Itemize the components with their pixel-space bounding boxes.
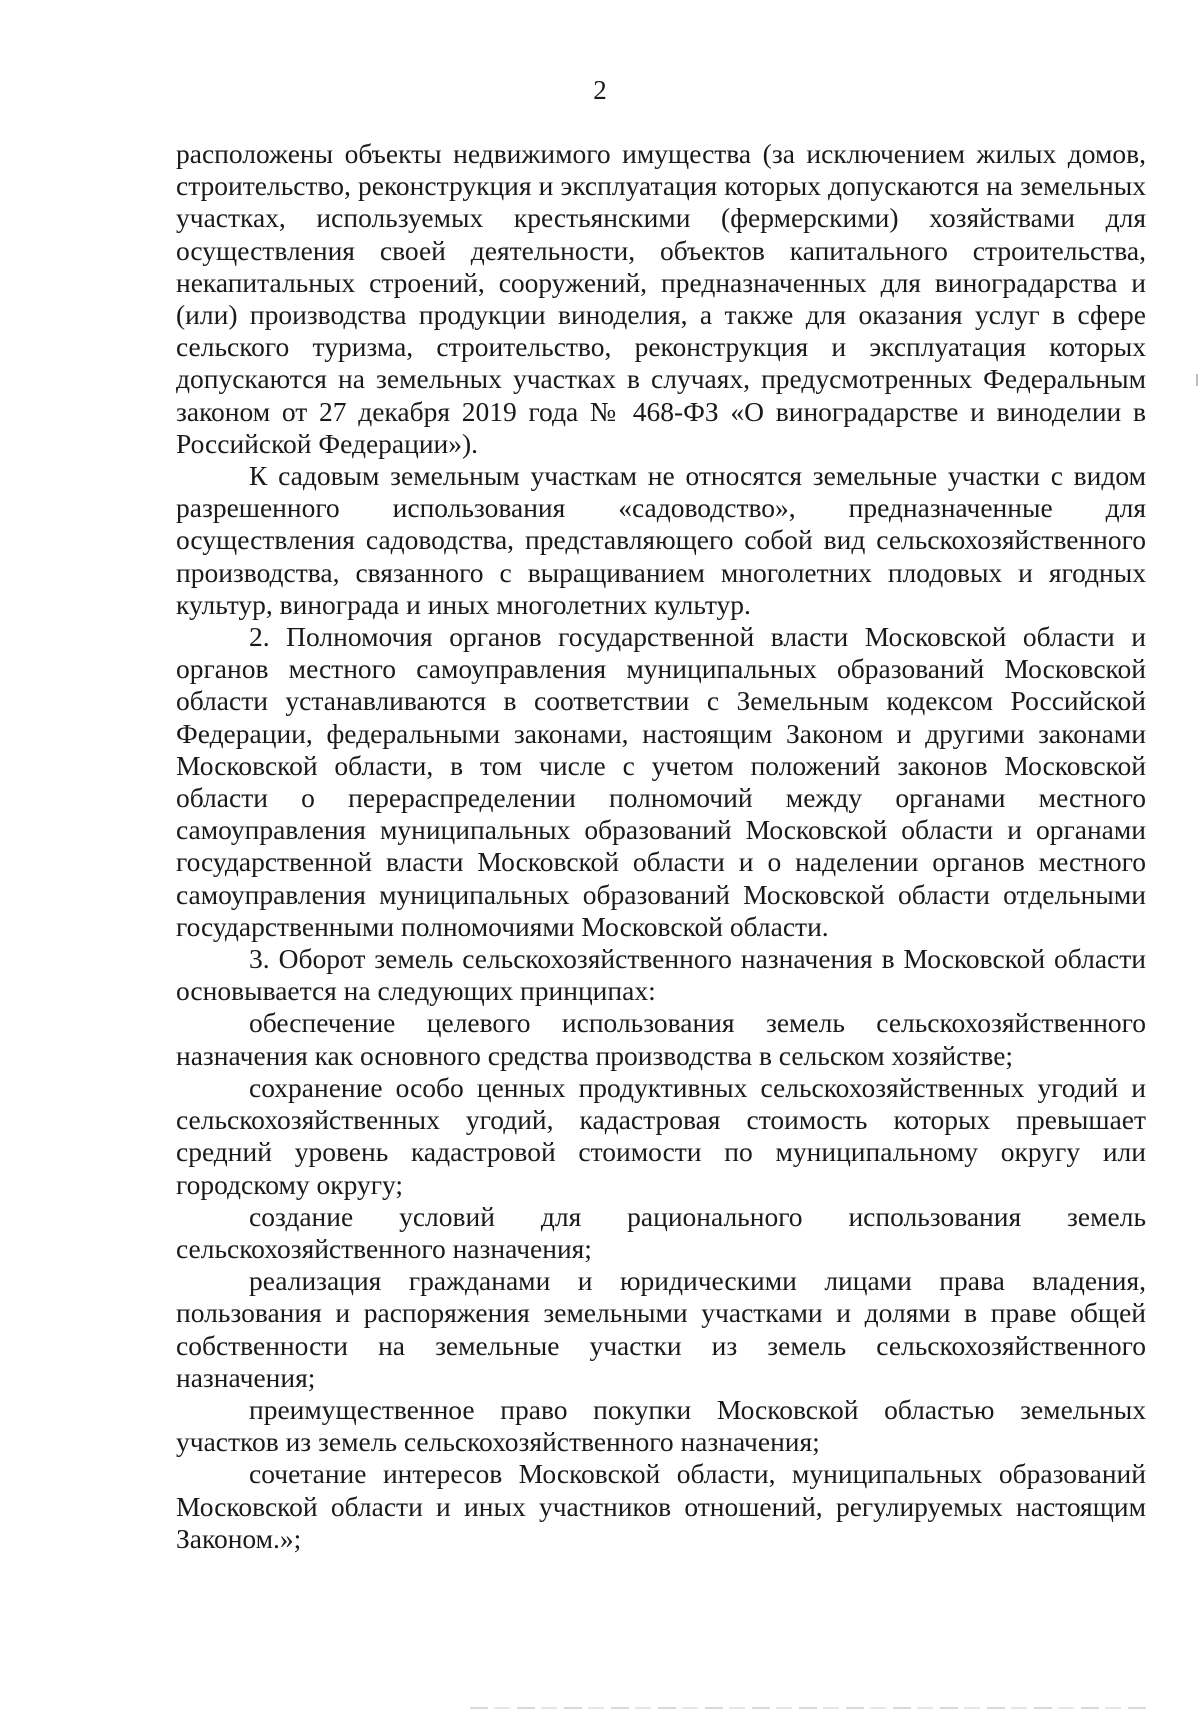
page-number: 2 bbox=[593, 75, 607, 105]
paragraph-item-3: 3. Оборот земель сельскохозяйственного назначения в Московской области основывается на следующих принципах: bbox=[176, 943, 1146, 1007]
principle-rational-use: создание условий для рационального использования земель сельскохозяйственного назначения; bbox=[176, 1200, 1146, 1264]
paragraph-garden-plots: К садовым земельным участкам не относятся земельные участки с видом разрешенного использования «садоводство», предназначенные для осуществления садоводства, представляющего собой вид сельскохозяйственного производства, связанного с выращиванием многолетних плодовых и ягодных культур, винограда и иных многолетних культур. bbox=[176, 460, 1146, 620]
paragraph-continuation: расположены объекты недвижимого имущества (за исключением жилых домов, строительство, реконструкция и эксплуатация которых допускаются на земельных участках, используемых крестьянскими (фермерскими) хозяйствами для осуществления своей деятельности, объектов капитального строительства, некапитальных строений, сооружений, предназначенных для виноградарства и (или) производства продукции виноделия, а также для оказания услуг в сфере сельского туризма, строительство, реконструкция и эксплуатация которых допускаются на земельных участках в случаях, предусмотренных Федеральным законом от 27 декабря 2019 года № 468-ФЗ «О виноградарстве и виноделии в Российской Федерации»). bbox=[176, 138, 1146, 459]
document-body bbox=[176, 138, 1146, 1555]
principle-ownership-rights: реализация гражданами и юридическими лицами права владения, пользования и распоряжения земельными участками и долями в праве общей собственности на земельные участки из земель сельскохозяйственного назначения; bbox=[176, 1265, 1146, 1393]
scan-bottom-edge bbox=[470, 1707, 1150, 1709]
paragraph-item-2: 2. Полномочия органов государственной власти Московской области и органов местного самоуправления муниципальных образований Московской области устанавливаются в соответствии с Земельным кодексом Российской Федерации, федеральными законами, настоящим Законом и другими законами Московской области, в том числе с учетом положений законов Московской области о перераспределении полномочий между органами местного самоуправления муниципальных образований Московской области и органами государственной власти Московской области и о наделении органов местного самоуправления муниципальных образований Московской области отдельными государственными полномочиями Московской области. bbox=[176, 621, 1146, 942]
principle-preemptive-right: преимущественное право покупки Московской областью земельных участков из земель сельскохозяйственного назначения; bbox=[176, 1393, 1146, 1458]
principle-preservation: сохранение особо ценных продуктивных сельскохозяйственных угодий и сельскохозяйственных угодий, кадастровая стоимость которых превышает средний уровень кадастровой стоимости по муниципальному округу или городскому округу; bbox=[176, 1071, 1146, 1200]
principle-combined-interests: сочетание интересов Московской области, муниципальных образований Московской области и иных участников отношений, регулируемых настоящим Законом.»; bbox=[176, 1458, 1146, 1554]
scan-margin-mark bbox=[1196, 374, 1198, 386]
principle-target-use: обеспечение целевого использования земель сельскохозяйственного назначения как основного средства производства в сельском хозяйстве; bbox=[176, 1007, 1146, 1071]
